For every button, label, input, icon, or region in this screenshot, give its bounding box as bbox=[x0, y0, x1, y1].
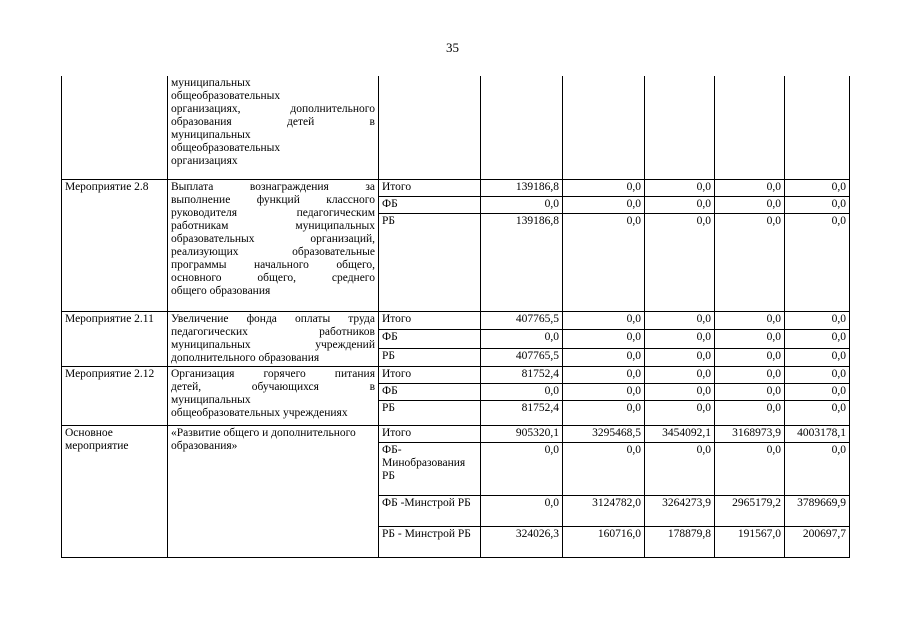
value-cell: 0,0 bbox=[563, 367, 645, 384]
funding-source-cell: ФБ bbox=[379, 330, 481, 348]
measure-name-cell: Мероприятие 2.12 bbox=[62, 367, 168, 426]
budget-table bbox=[61, 76, 850, 558]
value-cell: 0,0 bbox=[563, 401, 645, 426]
value-cell: 0,0 bbox=[785, 214, 850, 312]
value-cell: 0,0 bbox=[785, 180, 850, 197]
value-cell: 0,0 bbox=[481, 443, 563, 496]
description-line: программы начального общего, bbox=[171, 259, 375, 271]
value-cell: 2965179,2 bbox=[715, 496, 785, 527]
value-cell: 0,0 bbox=[715, 348, 785, 366]
description-line: работникам муниципальных bbox=[171, 220, 375, 232]
value-cell: 0,0 bbox=[563, 312, 645, 330]
value-cell: 0,0 bbox=[785, 367, 850, 384]
value-cell: 0,0 bbox=[785, 197, 850, 214]
description-line: педагогических работников bbox=[171, 326, 375, 338]
value-cell: 0,0 bbox=[715, 197, 785, 214]
value-cell: 3454092,1 bbox=[645, 426, 715, 443]
value-cell: 81752,4 bbox=[481, 367, 563, 384]
value-cell: 0,0 bbox=[563, 330, 645, 348]
value-cell: 0,0 bbox=[645, 443, 715, 496]
description-line: муниципальных bbox=[171, 129, 251, 141]
value-cell: 3295468,5 bbox=[563, 426, 645, 443]
funding-source-cell: ФБ- Минобразования РБ bbox=[379, 443, 481, 496]
empty-cell bbox=[379, 76, 481, 180]
value-cell: 0,0 bbox=[715, 330, 785, 348]
description-cell: «Развитие общего и дополнительного образования» bbox=[168, 426, 379, 558]
value-cell: 0,0 bbox=[715, 443, 785, 496]
value-cell: 0,0 bbox=[481, 384, 563, 401]
value-cell: 160716,0 bbox=[563, 527, 645, 558]
value-cell: 905320,1 bbox=[481, 426, 563, 443]
value-cell: 0,0 bbox=[563, 443, 645, 496]
value-cell: 0,0 bbox=[645, 401, 715, 426]
table-row bbox=[62, 426, 850, 443]
funding-source-cell: РБ bbox=[379, 348, 481, 366]
value-cell: 0,0 bbox=[785, 384, 850, 401]
funding-source-cell: ФБ -Минстрой РБ bbox=[379, 496, 481, 527]
value-cell: 0,0 bbox=[715, 214, 785, 312]
description-line: Организация горячего питания bbox=[171, 368, 375, 380]
description-line: образования детей в bbox=[171, 116, 375, 128]
funding-source-cell: ФБ bbox=[379, 384, 481, 401]
value-cell: 4003178,1 bbox=[785, 426, 850, 443]
value-cell: 0,0 bbox=[645, 384, 715, 401]
value-cell: 0,0 bbox=[785, 401, 850, 426]
value-cell: 0,0 bbox=[715, 401, 785, 426]
empty-cell bbox=[563, 76, 645, 180]
funding-source-cell: РБ bbox=[379, 214, 481, 312]
value-cell: 0,0 bbox=[645, 367, 715, 384]
empty-cell bbox=[645, 76, 715, 180]
description-line: выполнение функций классного bbox=[171, 194, 375, 206]
description-line: реализующих образовательные bbox=[171, 246, 375, 258]
value-cell: 0,0 bbox=[715, 367, 785, 384]
name-cell bbox=[62, 76, 168, 180]
description-line: общего образования bbox=[171, 285, 271, 297]
table-row bbox=[62, 180, 850, 197]
value-cell: 0,0 bbox=[645, 180, 715, 197]
value-cell: 0,0 bbox=[645, 312, 715, 330]
description-line: муниципальных учреждений bbox=[171, 339, 375, 351]
description-line: организациях, дополнительного bbox=[171, 103, 375, 115]
value-cell: 0,0 bbox=[645, 330, 715, 348]
value-cell: 200697,7 bbox=[785, 527, 850, 558]
funding-source-cell: РБ - Минстрой РБ bbox=[379, 527, 481, 558]
value-cell: 0,0 bbox=[563, 197, 645, 214]
value-cell: 0,0 bbox=[563, 180, 645, 197]
empty-cell bbox=[785, 76, 850, 180]
value-cell: 139186,8 bbox=[481, 180, 563, 197]
description-line: муниципальных bbox=[171, 394, 251, 406]
value-cell: 3789669,9 bbox=[785, 496, 850, 527]
value-cell: 0,0 bbox=[645, 197, 715, 214]
funding-source-cell: Итого bbox=[379, 426, 481, 443]
measure-name-cell: Основное мероприятие bbox=[62, 426, 168, 558]
description-cell bbox=[168, 312, 379, 367]
funding-source-cell: РБ bbox=[379, 401, 481, 426]
description-line: Увеличение фонда оплаты труда bbox=[171, 313, 375, 325]
measure-name-cell: Мероприятие 2.11 bbox=[62, 312, 168, 367]
description-line: руководителя педагогическим bbox=[171, 207, 375, 219]
description-line: общеобразовательных bbox=[171, 90, 281, 102]
description-line: общеобразовательных bbox=[171, 142, 281, 154]
description-cell bbox=[168, 367, 379, 426]
value-cell: 0,0 bbox=[785, 443, 850, 496]
value-cell: 407765,5 bbox=[481, 348, 563, 366]
empty-cell bbox=[715, 76, 785, 180]
funding-source-cell: Итого bbox=[379, 367, 481, 384]
value-cell: 3264273,9 bbox=[645, 496, 715, 527]
value-cell: 139186,8 bbox=[481, 214, 563, 312]
funding-source-cell: ФБ bbox=[379, 197, 481, 214]
funding-source-cell: Итого bbox=[379, 180, 481, 197]
value-cell: 0,0 bbox=[715, 384, 785, 401]
value-cell: 0,0 bbox=[563, 214, 645, 312]
value-cell: 3168973,9 bbox=[715, 426, 785, 443]
description-line: общеобразовательных учреждениях bbox=[171, 407, 348, 419]
value-cell: 0,0 bbox=[645, 348, 715, 366]
value-cell: 324026,3 bbox=[481, 527, 563, 558]
description-line: основного общего, среднего bbox=[171, 272, 375, 284]
value-cell: 3124782,0 bbox=[563, 496, 645, 527]
description-line: образовательных организаций, bbox=[171, 233, 375, 245]
funding-source-cell: Итого bbox=[379, 312, 481, 330]
value-cell: 0,0 bbox=[481, 496, 563, 527]
value-cell: 0,0 bbox=[563, 384, 645, 401]
value-cell: 191567,0 bbox=[715, 527, 785, 558]
description-line: детей, обучающихся в bbox=[171, 381, 375, 393]
value-cell: 81752,4 bbox=[481, 401, 563, 426]
value-cell: 178879,8 bbox=[645, 527, 715, 558]
value-cell: 0,0 bbox=[715, 312, 785, 330]
description-line: Выплата вознаграждения за bbox=[171, 181, 375, 193]
table-row bbox=[62, 76, 850, 180]
value-cell: 407765,5 bbox=[481, 312, 563, 330]
value-cell: 0,0 bbox=[785, 312, 850, 330]
value-cell: 0,0 bbox=[785, 330, 850, 348]
description-line: дополнительного образования bbox=[171, 352, 320, 364]
value-cell: 0,0 bbox=[481, 197, 563, 214]
empty-cell bbox=[481, 76, 563, 180]
value-cell: 0,0 bbox=[715, 180, 785, 197]
description-line: организациях bbox=[171, 155, 238, 167]
measure-name-cell: Мероприятие 2.8 bbox=[62, 180, 168, 312]
description-line: муниципальных bbox=[171, 77, 251, 89]
value-cell: 0,0 bbox=[563, 348, 645, 366]
table-row bbox=[62, 367, 850, 384]
value-cell: 0,0 bbox=[645, 214, 715, 312]
description-cell bbox=[168, 180, 379, 312]
table-row bbox=[62, 312, 850, 330]
value-cell: 0,0 bbox=[785, 348, 850, 366]
description-cell bbox=[168, 76, 379, 180]
value-cell: 0,0 bbox=[481, 330, 563, 348]
page-number: 35 bbox=[446, 40, 459, 55]
